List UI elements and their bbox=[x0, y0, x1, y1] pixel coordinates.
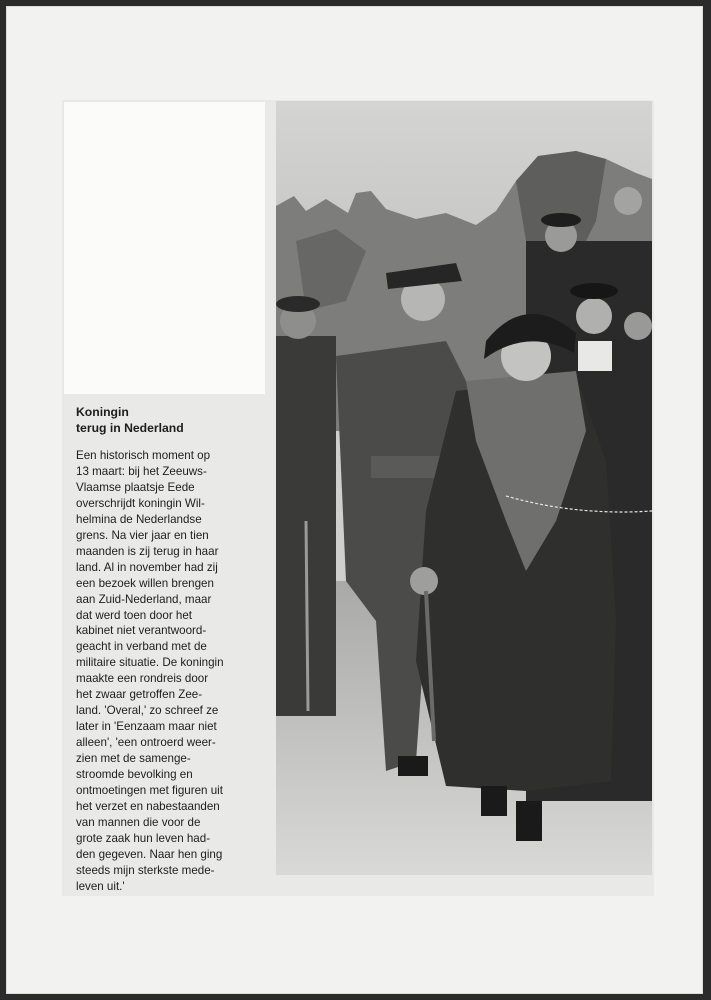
body-line: maanden is zij terug in haar bbox=[76, 544, 219, 558]
body-line: grens. Na vier jaar en tien bbox=[76, 528, 209, 542]
onlooker-face bbox=[576, 298, 612, 334]
body-line: 13 maart: bij het Zeeuws- bbox=[76, 464, 207, 478]
blank-paper-area bbox=[64, 102, 265, 394]
cap bbox=[541, 213, 581, 227]
body-line: later in 'Eenzaam maar niet bbox=[76, 720, 217, 734]
body-line: het verzet en nabestaanden bbox=[76, 799, 220, 813]
body-line: maakte een rondreis door bbox=[76, 672, 209, 686]
body-line: overschrijdt koningin Wil- bbox=[76, 496, 205, 510]
body-line: Vlaamse plaatsje Eede bbox=[76, 480, 195, 494]
body-line: dat werd toen door het bbox=[76, 608, 193, 622]
queen-shoe bbox=[516, 801, 542, 841]
body-line: geacht in verband met de bbox=[76, 640, 207, 654]
body-line: steeds mijn sterkste mede- bbox=[76, 863, 215, 877]
body-line: kabinet niet verantwoord- bbox=[76, 624, 207, 638]
body-line: ontmoetingen met figuren uit bbox=[76, 784, 223, 798]
glove bbox=[410, 567, 438, 595]
article-heading bbox=[76, 405, 266, 436]
body-line: land. Al in november had zij bbox=[76, 560, 218, 574]
body-line: grote zaak hun leven had- bbox=[76, 831, 211, 845]
body-line: helmina de Nederlandse bbox=[76, 512, 202, 526]
body-line: militaire situatie. De koningin bbox=[76, 656, 224, 670]
body-line: aan Zuid-Nederland, maar bbox=[76, 592, 212, 606]
walking-stick bbox=[306, 521, 308, 711]
queen-shoe bbox=[481, 786, 507, 816]
body-line: Een historisch moment op bbox=[76, 449, 211, 462]
onlooker-face bbox=[624, 312, 652, 340]
heading-line: terug in Nederland bbox=[76, 420, 184, 435]
beret bbox=[276, 296, 320, 312]
officer-boot bbox=[398, 756, 428, 776]
body-line: zien met de samenge- bbox=[76, 752, 191, 766]
cap bbox=[570, 283, 618, 299]
body-line: van mannen die voor de bbox=[76, 815, 201, 829]
heading-line: Koningin bbox=[76, 405, 129, 419]
onlooker-face bbox=[614, 187, 642, 215]
body-line: leven uit.' bbox=[76, 879, 125, 893]
body-line: den gegeven. Naar hen ging bbox=[76, 847, 223, 861]
body-line: het zwaar getroffen Zee- bbox=[76, 688, 203, 702]
photo-illustration bbox=[276, 101, 652, 875]
shirt-collar bbox=[578, 341, 612, 371]
body-line: land. 'Overal,' zo schreef ze bbox=[76, 704, 219, 718]
historical-photo bbox=[276, 101, 652, 875]
article-column bbox=[76, 405, 266, 895]
body-line: een bezoek willen brengen bbox=[76, 576, 214, 590]
body-line: alleen', 'een ontroerd weer- bbox=[76, 736, 216, 750]
article-body bbox=[76, 448, 266, 895]
body-line: stroomde bevolking en bbox=[76, 768, 193, 782]
